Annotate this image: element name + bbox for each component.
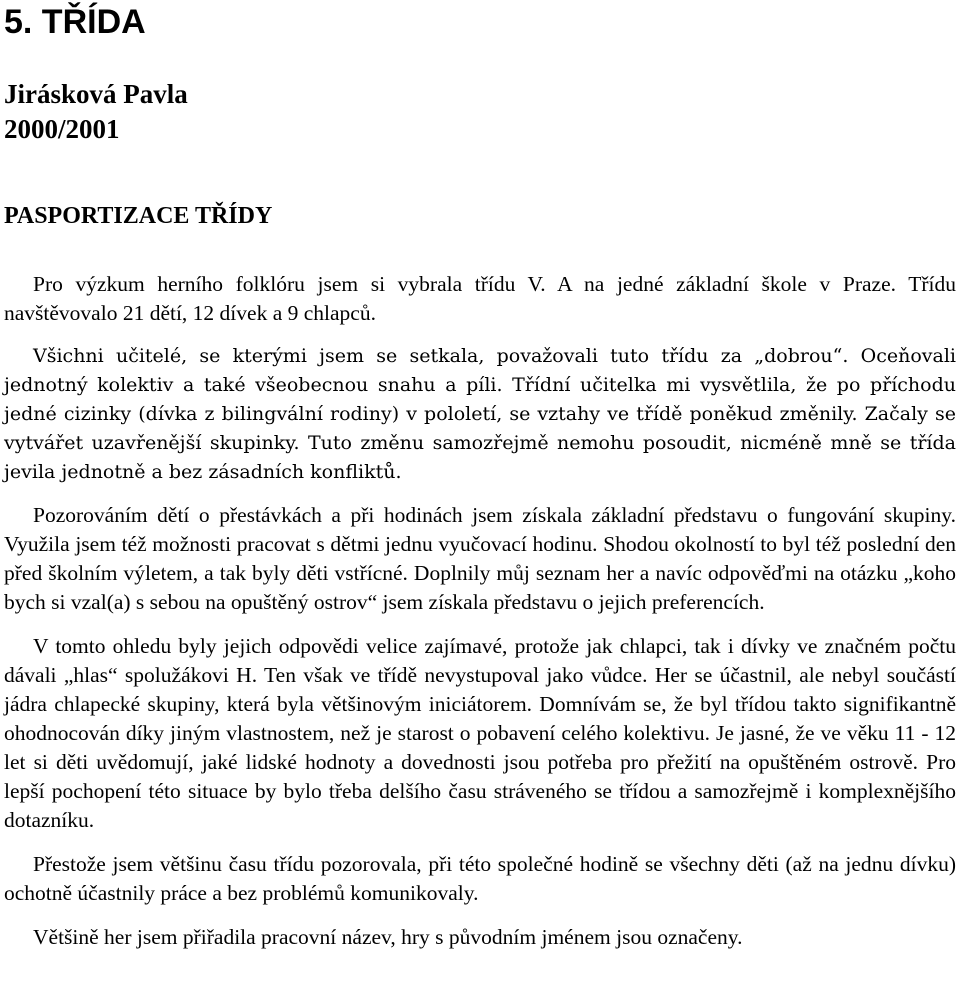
author-name: Jirásková Pavla <box>4 79 188 109</box>
body-text <box>4 270 956 967</box>
paragraph: Většině her jsem přiřadila pracovní název, hry s původním jménem jsou označeny. <box>33 925 743 949</box>
paragraph: Přestože jsem většinu času třídu pozorovala, při této společné hodině se všechny děti (až na jednu dívku) ochotně účastnily práce a bez problémů komunikovaly. <box>4 852 956 905</box>
chapter-title: 5. TŘÍDA <box>4 3 146 41</box>
paragraph: Pozorováním dětí o přestávkách a při hodinách jsem získala základní představu o fungování skupiny. Využila jsem též možnosti pracovat s dětmi jednu vyučovací hodinu. Shodou okolností to byl též poslední den před školním výletem, a tak byly děti vstřícné. Doplnily můj seznam her a navíc odpověďmi na otázku „koho bych si vzal(a) s sebou na opuštěný ostrov“ jsem získala představu o jejich preferencích. <box>4 503 956 614</box>
paragraph: V tomto ohledu byly jejich odpovědi velice zajímavé, protože jak chlapci, tak i dívky ve značném počtu dávali „hlas“ spolužákovi H. Ten však ve třídě nevystupoval jako vůdce. Her se účastnil, ale nebyl součástí jádra chlapecké skupiny, která byla většinovým iniciátorem. Domnívám se, že byl třídou takto signifikantně ohodnocován díky jiným vlastnostem, než je starost o pobavení celého kolektivu. Je jasné, že ve věku 11 - 12 let si děti uvědomují, jaké lidské hodnoty a dovednosti jsou potřeba pro přežití na opuštěném ostrově. Pro lepší pochopení této situace by bylo třeba delšího času stráveného se třídou a samozřejmě i komplexnějšího dotazníku. <box>4 634 956 832</box>
section-heading: PASPORTIZACE TŘÍDY <box>4 203 273 229</box>
paragraph: Všichni učitelé, se kterými jsem se setkala, považovali tuto třídu za „dobrou“. Oceňovali jednotný kolektiv a také všeobecnou snahu a píli. Třídní učitelka mi vysvětlila, že po příchodu jedné cizinky (dívka z bilingvální rodiny) v pololetí, se vztahy ve třídě poněkud změnily. Začaly se vytvářet uzavřenější skupinky. Tuto změnu samozřejmě nemohu posoudit, nicméně mně se třída jevila jednotně a bez zásadních konfliktů. <box>4 345 956 483</box>
paragraph: Pro výzkum herního folklóru jsem si vybrala třídu V. A na jedné základní škole v Praze. Třídu navštěvovalo 21 dětí, 12 dívek a 9 chlapců. <box>4 272 956 325</box>
school-year: 2000/2001 <box>4 114 120 144</box>
